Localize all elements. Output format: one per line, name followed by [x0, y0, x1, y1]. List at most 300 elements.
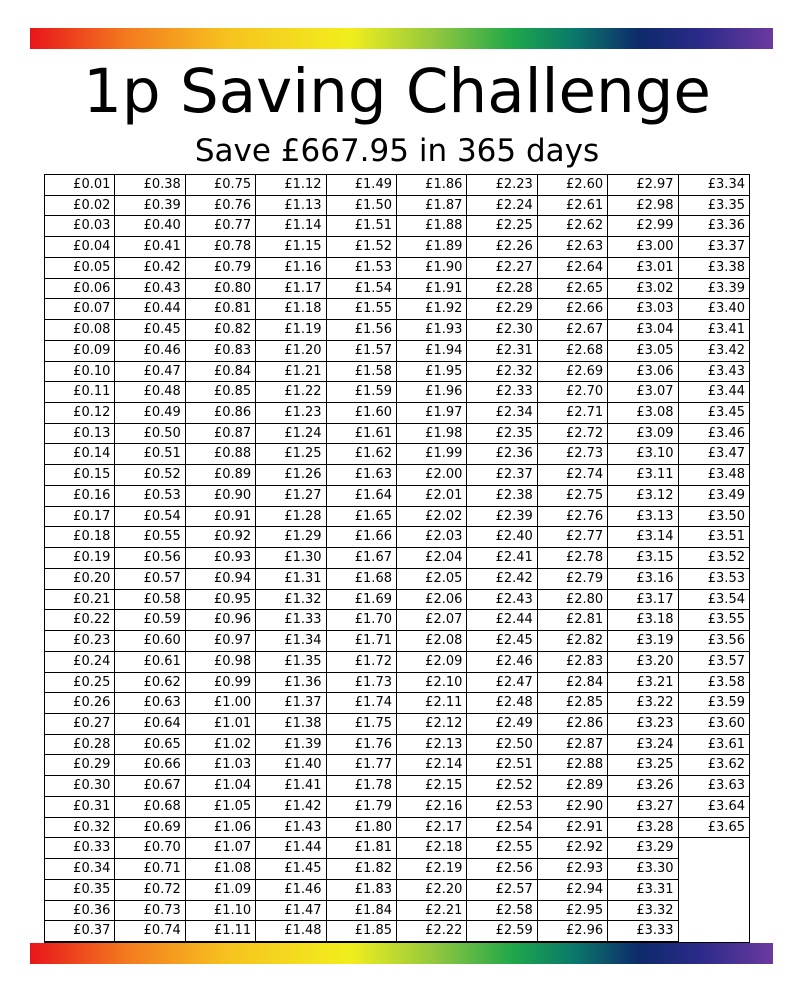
rainbow-bar-top: [30, 28, 773, 49]
table-cell: £0.70: [115, 838, 185, 859]
table-cell: £3.48: [679, 465, 749, 486]
table-cell: £3.39: [679, 279, 749, 300]
table-cell: £2.09: [397, 652, 467, 673]
table-cell: £2.53: [467, 797, 537, 818]
table-cell: £2.47: [467, 673, 537, 694]
table-cell: £1.34: [256, 631, 326, 652]
table-cell: £0.18: [45, 527, 115, 548]
table-cell: £1.63: [327, 465, 397, 486]
table-cell: £0.55: [115, 527, 185, 548]
table-cell: £2.78: [538, 548, 608, 569]
table-cell: £0.81: [186, 299, 256, 320]
table-cell: £3.43: [679, 362, 749, 383]
table-cell: £1.04: [186, 776, 256, 797]
table-column: [467, 175, 537, 942]
table-cell: £1.56: [327, 320, 397, 341]
table-cell: £1.26: [256, 465, 326, 486]
table-cell: £0.38: [115, 175, 185, 196]
table-cell: £0.34: [45, 859, 115, 880]
table-column: [538, 175, 608, 942]
table-cell: £0.91: [186, 507, 256, 528]
table-cell: £2.80: [538, 590, 608, 611]
table-cell: £3.26: [608, 776, 678, 797]
table-cell: £3.15: [608, 548, 678, 569]
table-cell: £1.70: [327, 610, 397, 631]
table-cell: £2.71: [538, 403, 608, 424]
table-cell: £1.09: [186, 880, 256, 901]
table-cell: £2.06: [397, 590, 467, 611]
table-cell: £1.30: [256, 548, 326, 569]
savings-table: [44, 174, 750, 943]
table-cell: £1.37: [256, 693, 326, 714]
table-cell: £1.89: [397, 237, 467, 258]
table-cell: £2.24: [467, 196, 537, 217]
table-cell: £0.36: [45, 901, 115, 922]
table-cell: £0.97: [186, 631, 256, 652]
table-cell: £3.61: [679, 735, 749, 756]
table-cell: £3.22: [608, 693, 678, 714]
table-cell: £0.66: [115, 755, 185, 776]
table-cell: £2.07: [397, 610, 467, 631]
table-cell: £1.01: [186, 714, 256, 735]
table-cell: £3.36: [679, 216, 749, 237]
table-cell: £0.16: [45, 486, 115, 507]
table-cell: £1.49: [327, 175, 397, 196]
table-cell: £2.62: [538, 216, 608, 237]
table-cell: £1.77: [327, 755, 397, 776]
table-cell: £1.35: [256, 652, 326, 673]
table-cell: £1.91: [397, 279, 467, 300]
table-cell: £0.89: [186, 465, 256, 486]
table-cell: £1.07: [186, 838, 256, 859]
table-cell: £0.85: [186, 382, 256, 403]
table-cell: £3.04: [608, 320, 678, 341]
table-cell: £0.59: [115, 610, 185, 631]
table-cell: £0.05: [45, 258, 115, 279]
table-cell: £1.24: [256, 424, 326, 445]
table-cell: £3.29: [608, 838, 678, 859]
table-cell: £0.08: [45, 320, 115, 341]
table-cell: £1.88: [397, 216, 467, 237]
table-cell: £0.49: [115, 403, 185, 424]
table-cell: £3.11: [608, 465, 678, 486]
table-cell: £3.23: [608, 714, 678, 735]
table-cell: £3.25: [608, 755, 678, 776]
table-column: [327, 175, 397, 942]
table-cell: £1.42: [256, 797, 326, 818]
table-cell: £2.93: [538, 859, 608, 880]
table-cell: £1.00: [186, 693, 256, 714]
table-cell: £1.33: [256, 610, 326, 631]
table-cell: £0.53: [115, 486, 185, 507]
table-cell: £2.65: [538, 279, 608, 300]
table-cell: £2.36: [467, 444, 537, 465]
table-cell: £3.03: [608, 299, 678, 320]
table-cell: £2.56: [467, 859, 537, 880]
table-cell: £2.15: [397, 776, 467, 797]
table-cell: £1.51: [327, 216, 397, 237]
table-cell: £0.06: [45, 279, 115, 300]
table-cell: £1.81: [327, 838, 397, 859]
table-cell: £3.57: [679, 652, 749, 673]
table-cell: £3.35: [679, 196, 749, 217]
table-cell: £2.61: [538, 196, 608, 217]
table-cell: £2.42: [467, 569, 537, 590]
table-cell: £0.93: [186, 548, 256, 569]
table-cell: £2.40: [467, 527, 537, 548]
table-cell: £3.24: [608, 735, 678, 756]
table-cell: £0.67: [115, 776, 185, 797]
table-cell: £0.50: [115, 424, 185, 445]
table-cell: £2.64: [538, 258, 608, 279]
table-cell: £2.21: [397, 901, 467, 922]
table-cell: £2.00: [397, 465, 467, 486]
table-cell: £3.47: [679, 444, 749, 465]
table-cell: £2.03: [397, 527, 467, 548]
table-cell: £0.68: [115, 797, 185, 818]
table-cell: £0.82: [186, 320, 256, 341]
table-cell: £1.73: [327, 673, 397, 694]
table-cell: £2.52: [467, 776, 537, 797]
table-cell: £1.68: [327, 569, 397, 590]
table-cell: £1.31: [256, 569, 326, 590]
table-cell: £0.47: [115, 362, 185, 383]
table-cell: £1.23: [256, 403, 326, 424]
table-cell: £3.49: [679, 486, 749, 507]
table-cell: £2.31: [467, 341, 537, 362]
table-cell: £3.42: [679, 341, 749, 362]
table-cell: £2.34: [467, 403, 537, 424]
table-cell: £0.92: [186, 527, 256, 548]
table-cell: £3.46: [679, 424, 749, 445]
table-cell: £1.59: [327, 382, 397, 403]
table-cell: £2.30: [467, 320, 537, 341]
empty-cell: [679, 838, 749, 942]
table-cell: £1.67: [327, 548, 397, 569]
table-cell: £0.61: [115, 652, 185, 673]
table-cell: £3.60: [679, 714, 749, 735]
table-cell: £3.21: [608, 673, 678, 694]
table-cell: £2.45: [467, 631, 537, 652]
table-cell: £0.60: [115, 631, 185, 652]
table-cell: £2.66: [538, 299, 608, 320]
table-column: [115, 175, 185, 942]
table-cell: £3.56: [679, 631, 749, 652]
table-cell: £2.73: [538, 444, 608, 465]
table-cell: £2.10: [397, 673, 467, 694]
table-cell: £3.17: [608, 590, 678, 611]
table-cell: £1.29: [256, 527, 326, 548]
table-cell: £2.41: [467, 548, 537, 569]
table-cell: £1.79: [327, 797, 397, 818]
table-cell: £3.34: [679, 175, 749, 196]
table-cell: £1.17: [256, 279, 326, 300]
table-cell: £1.38: [256, 714, 326, 735]
table-cell: £0.01: [45, 175, 115, 196]
table-cell: £2.55: [467, 838, 537, 859]
table-cell: £1.87: [397, 196, 467, 217]
table-cell: £1.13: [256, 196, 326, 217]
table-cell: £2.74: [538, 465, 608, 486]
table-cell: £2.26: [467, 237, 537, 258]
table-cell: £2.92: [538, 838, 608, 859]
table-cell: £0.75: [186, 175, 256, 196]
table-cell: £0.88: [186, 444, 256, 465]
table-cell: £2.17: [397, 818, 467, 839]
table-cell: £2.79: [538, 569, 608, 590]
table-cell: £2.35: [467, 424, 537, 445]
table-cell: £0.25: [45, 673, 115, 694]
table-cell: £2.96: [538, 921, 608, 942]
table-cell: £2.86: [538, 714, 608, 735]
table-cell: £1.69: [327, 590, 397, 611]
table-column: [256, 175, 326, 942]
table-cell: £2.11: [397, 693, 467, 714]
table-cell: £2.75: [538, 486, 608, 507]
table-cell: £1.84: [327, 901, 397, 922]
table-cell: £0.56: [115, 548, 185, 569]
table-cell: £1.12: [256, 175, 326, 196]
table-cell: £3.63: [679, 776, 749, 797]
table-cell: £0.30: [45, 776, 115, 797]
table-cell: £1.60: [327, 403, 397, 424]
table-cell: £0.19: [45, 548, 115, 569]
table-cell: £2.20: [397, 880, 467, 901]
table-cell: £3.58: [679, 673, 749, 694]
table-cell: £2.05: [397, 569, 467, 590]
table-cell: £3.54: [679, 590, 749, 611]
table-cell: £0.07: [45, 299, 115, 320]
table-cell: £0.48: [115, 382, 185, 403]
table-cell: £1.18: [256, 299, 326, 320]
table-cell: £0.94: [186, 569, 256, 590]
table-cell: £0.37: [45, 921, 115, 942]
table-cell: £1.41: [256, 776, 326, 797]
table-cell: £1.58: [327, 362, 397, 383]
table-cell: £0.51: [115, 444, 185, 465]
table-cell: £3.01: [608, 258, 678, 279]
table-cell: £1.99: [397, 444, 467, 465]
table-cell: £2.14: [397, 755, 467, 776]
table-cell: £0.17: [45, 507, 115, 528]
table-cell: £2.99: [608, 216, 678, 237]
table-cell: £0.62: [115, 673, 185, 694]
table-cell: £0.58: [115, 590, 185, 611]
table-cell: £0.13: [45, 424, 115, 445]
table-cell: £2.69: [538, 362, 608, 383]
table-cell: £2.08: [397, 631, 467, 652]
table-cell: £2.46: [467, 652, 537, 673]
table-cell: £3.51: [679, 527, 749, 548]
table-cell: £1.16: [256, 258, 326, 279]
table-cell: £3.30: [608, 859, 678, 880]
table-cell: £0.77: [186, 216, 256, 237]
table-cell: £3.33: [608, 921, 678, 942]
table-cell: £2.01: [397, 486, 467, 507]
table-cell: £0.65: [115, 735, 185, 756]
table-cell: £2.87: [538, 735, 608, 756]
table-cell: £1.95: [397, 362, 467, 383]
table-cell: £1.55: [327, 299, 397, 320]
table-cell: £2.95: [538, 901, 608, 922]
table-cell: £3.16: [608, 569, 678, 590]
table-cell: £1.02: [186, 735, 256, 756]
table-cell: £0.23: [45, 631, 115, 652]
table-cell: £2.68: [538, 341, 608, 362]
table-cell: £1.54: [327, 279, 397, 300]
table-cell: £1.45: [256, 859, 326, 880]
table-cell: £2.25: [467, 216, 537, 237]
table-cell: £2.43: [467, 590, 537, 611]
table-cell: £1.11: [186, 921, 256, 942]
table-cell: £2.72: [538, 424, 608, 445]
table-cell: £2.48: [467, 693, 537, 714]
table-cell: £1.27: [256, 486, 326, 507]
table-cell: £1.90: [397, 258, 467, 279]
table-cell: £3.12: [608, 486, 678, 507]
table-cell: £0.02: [45, 196, 115, 217]
table-cell: £2.59: [467, 921, 537, 942]
table-cell: £2.60: [538, 175, 608, 196]
table-cell: £2.63: [538, 237, 608, 258]
table-cell: £1.14: [256, 216, 326, 237]
table-cell: £1.03: [186, 755, 256, 776]
table-cell: £0.90: [186, 486, 256, 507]
table-cell: £0.40: [115, 216, 185, 237]
table-cell: £0.95: [186, 590, 256, 611]
table-cell: £0.86: [186, 403, 256, 424]
table-cell: £2.76: [538, 507, 608, 528]
table-cell: £0.72: [115, 880, 185, 901]
table-cell: £0.78: [186, 237, 256, 258]
table-cell: £0.44: [115, 299, 185, 320]
table-cell: £0.28: [45, 735, 115, 756]
table-cell: £3.20: [608, 652, 678, 673]
table-cell: £1.32: [256, 590, 326, 611]
table-cell: £1.82: [327, 859, 397, 880]
table-cell: £1.97: [397, 403, 467, 424]
table-cell: £0.45: [115, 320, 185, 341]
table-cell: £2.49: [467, 714, 537, 735]
table-cell: £3.28: [608, 818, 678, 839]
table-cell: £0.14: [45, 444, 115, 465]
table-cell: £2.13: [397, 735, 467, 756]
table-cell: £3.65: [679, 818, 749, 839]
table-cell: £2.37: [467, 465, 537, 486]
table-cell: £2.98: [608, 196, 678, 217]
table-cell: £3.55: [679, 610, 749, 631]
table-cell: £2.88: [538, 755, 608, 776]
table-cell: £2.27: [467, 258, 537, 279]
table-cell: £0.27: [45, 714, 115, 735]
table-cell: £0.57: [115, 569, 185, 590]
table-cell: £3.00: [608, 237, 678, 258]
table-cell: £2.23: [467, 175, 537, 196]
page-subtitle: Save £667.95 in 365 days: [194, 133, 600, 169]
table-cell: £1.61: [327, 424, 397, 445]
table-cell: £2.19: [397, 859, 467, 880]
table-cell: £1.44: [256, 838, 326, 859]
table-cell: £0.69: [115, 818, 185, 839]
table-cell: £1.85: [327, 921, 397, 942]
table-cell: £3.32: [608, 901, 678, 922]
table-cell: £3.09: [608, 424, 678, 445]
table-cell: £0.43: [115, 279, 185, 300]
table-column: [186, 175, 256, 942]
table-cell: £2.04: [397, 548, 467, 569]
table-cell: £2.38: [467, 486, 537, 507]
table-cell: £0.35: [45, 880, 115, 901]
table-cell: £0.31: [45, 797, 115, 818]
table-cell: £3.50: [679, 507, 749, 528]
table-cell: £3.14: [608, 527, 678, 548]
table-cell: £3.44: [679, 382, 749, 403]
table-cell: £0.22: [45, 610, 115, 631]
table-cell: £1.75: [327, 714, 397, 735]
table-cell: £3.19: [608, 631, 678, 652]
table-cell: £0.79: [186, 258, 256, 279]
table-cell: £1.20: [256, 341, 326, 362]
table-cell: £1.21: [256, 362, 326, 383]
table-cell: £2.12: [397, 714, 467, 735]
table-cell: £0.63: [115, 693, 185, 714]
table-cell: £0.96: [186, 610, 256, 631]
table-cell: £3.07: [608, 382, 678, 403]
table-cell: £1.15: [256, 237, 326, 258]
table-cell: £2.39: [467, 507, 537, 528]
table-cell: £0.99: [186, 673, 256, 694]
table-cell: £0.09: [45, 341, 115, 362]
table-cell: £2.58: [467, 901, 537, 922]
table-cell: £2.94: [538, 880, 608, 901]
table-cell: £1.78: [327, 776, 397, 797]
table-cell: £3.31: [608, 880, 678, 901]
table-cell: £2.89: [538, 776, 608, 797]
table-cell: £0.15: [45, 465, 115, 486]
table-cell: £0.46: [115, 341, 185, 362]
table-cell: £1.86: [397, 175, 467, 196]
table-cell: £1.43: [256, 818, 326, 839]
table-cell: £1.47: [256, 901, 326, 922]
table-cell: £1.50: [327, 196, 397, 217]
table-cell: £1.71: [327, 631, 397, 652]
table-cell: £0.84: [186, 362, 256, 383]
table-cell: £2.81: [538, 610, 608, 631]
table-cell: £0.32: [45, 818, 115, 839]
rainbow-bar-bottom: [30, 943, 773, 964]
table-cell: £0.20: [45, 569, 115, 590]
table-cell: £2.28: [467, 279, 537, 300]
table-cell: £1.74: [327, 693, 397, 714]
table-cell: £0.83: [186, 341, 256, 362]
table-cell: £2.84: [538, 673, 608, 694]
table-cell: £1.05: [186, 797, 256, 818]
table-cell: £2.70: [538, 382, 608, 403]
table-cell: £1.48: [256, 921, 326, 942]
table-cell: £1.53: [327, 258, 397, 279]
table-cell: £3.06: [608, 362, 678, 383]
table-cell: £3.10: [608, 444, 678, 465]
table-cell: £0.73: [115, 901, 185, 922]
table-cell: £0.12: [45, 403, 115, 424]
table-cell: £0.04: [45, 237, 115, 258]
table-cell: £2.29: [467, 299, 537, 320]
table-cell: £2.18: [397, 838, 467, 859]
table-cell: £2.54: [467, 818, 537, 839]
table-cell: £1.06: [186, 818, 256, 839]
table-column: [45, 175, 115, 942]
table-cell: £2.77: [538, 527, 608, 548]
